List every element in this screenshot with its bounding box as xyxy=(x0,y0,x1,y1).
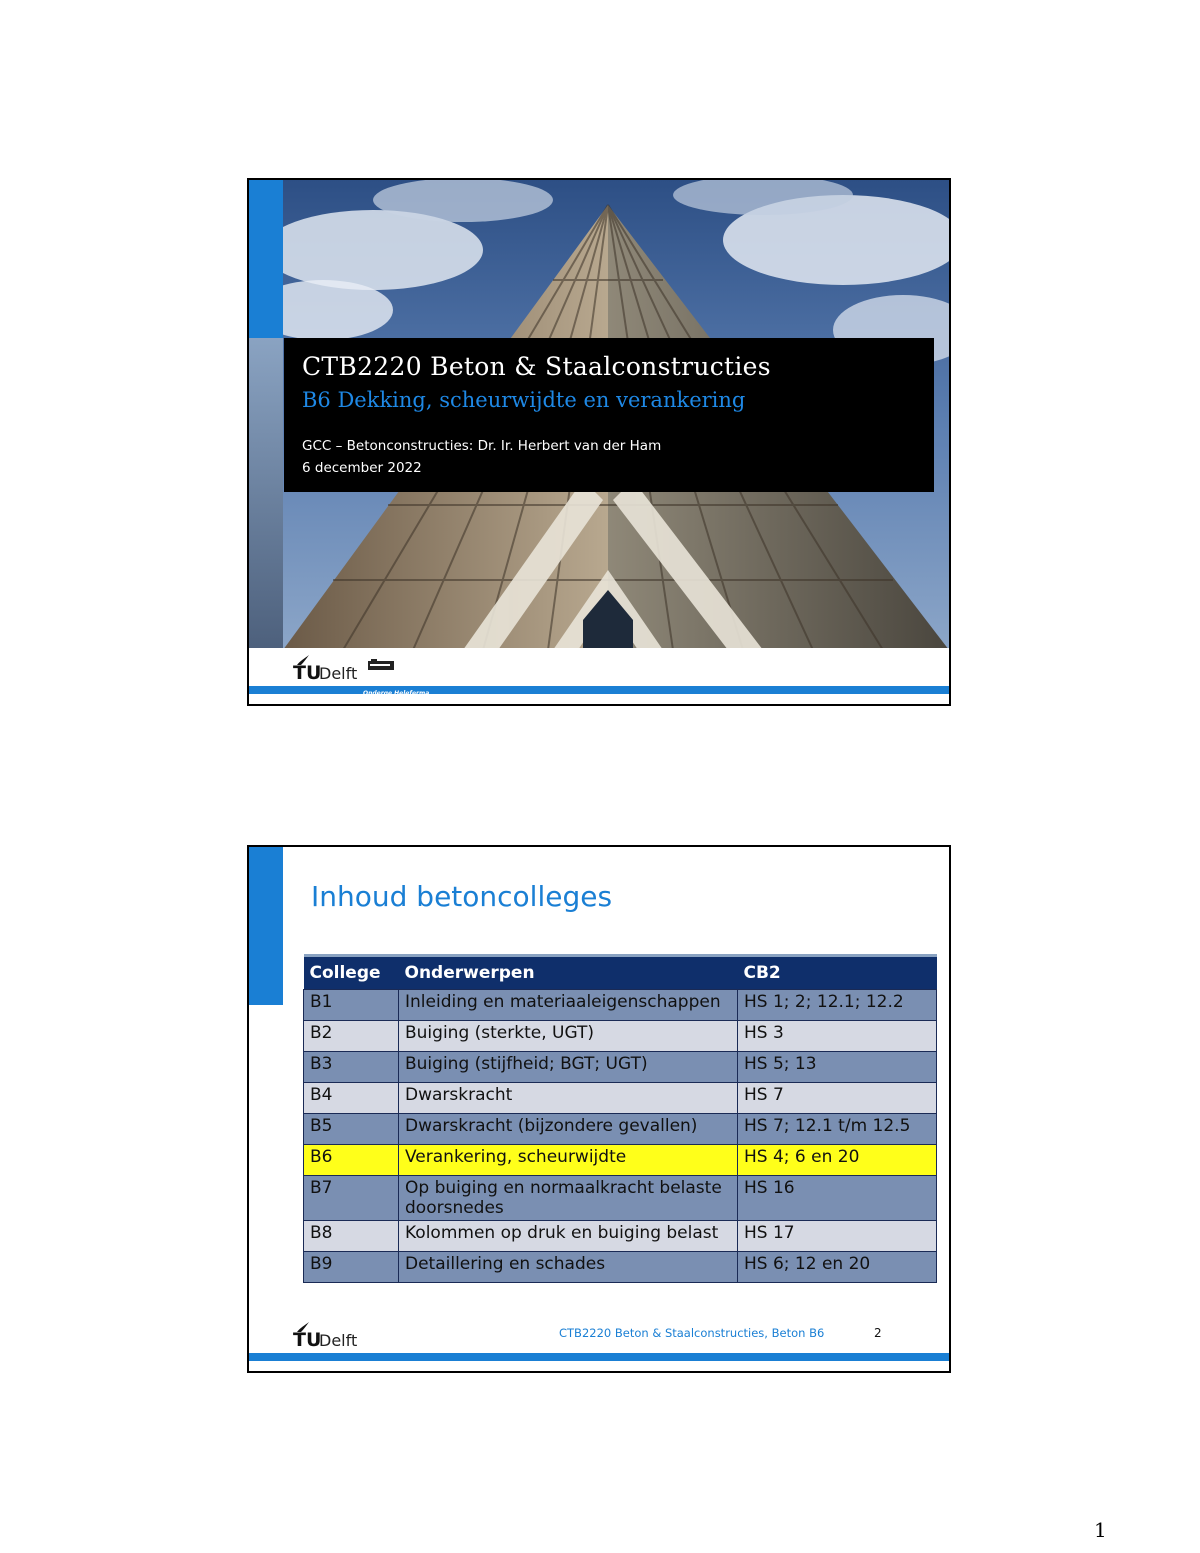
college-badge-text: Onderge Heleferma xyxy=(363,690,430,697)
table-row xyxy=(304,1145,937,1176)
table-row xyxy=(304,990,937,1021)
cell-college: B4 xyxy=(304,1083,399,1114)
cell-college: B9 xyxy=(304,1252,399,1283)
cell-onderwerp: Buiging (stijfheid; BGT; UGT) xyxy=(399,1052,738,1083)
header-college: College xyxy=(304,956,399,990)
cell-onderwerp: Inleiding en materiaaleigenschappen xyxy=(399,990,738,1021)
cell-onderwerp: Verankering, scheurwijdte xyxy=(399,1145,738,1176)
cell-onderwerp: Buiging (sterkte, UGT) xyxy=(399,1021,738,1052)
cell-cb2: HS 1; 2; 12.1; 12.2 xyxy=(738,990,937,1021)
cell-cb2: HS 7; 12.1 t/m 12.5 xyxy=(738,1114,937,1145)
logo-delft-text: Delft xyxy=(319,1331,358,1350)
cell-college: B5 xyxy=(304,1114,399,1145)
college-badge-icon xyxy=(367,658,397,674)
header-onderwerpen: Onderwerpen xyxy=(399,956,738,990)
cell-cb2: HS 7 xyxy=(738,1083,937,1114)
header-cb2: CB2 xyxy=(738,956,937,990)
date-line: 6 december 2022 xyxy=(302,460,422,476)
page-number: 1 xyxy=(1094,1518,1107,1542)
footer-course-text: CTB2220 Beton & Staalconstructies, Beton B6 xyxy=(559,1326,825,1340)
cell-cb2: HS 3 xyxy=(738,1021,937,1052)
slide-footer xyxy=(249,1315,949,1371)
table-row xyxy=(304,1114,937,1145)
table-header-row xyxy=(304,956,937,990)
logo-delft-text: Delft xyxy=(319,664,358,683)
cell-cb2: HS 16 xyxy=(738,1176,937,1221)
cell-onderwerp: Op buiging en normaalkracht belaste doorsnedes xyxy=(399,1176,738,1221)
table-row xyxy=(304,1221,937,1252)
cell-cb2: HS 5; 13 xyxy=(738,1052,937,1083)
slide-footer xyxy=(249,648,949,704)
footer-blue-line xyxy=(249,1353,949,1361)
footer-blue-line xyxy=(249,686,949,694)
author-line: GCC – Betonconstructies: Dr. Ir. Herbert van der Ham xyxy=(302,438,662,454)
cell-onderwerp: Kolommen op druk en buiging belast xyxy=(399,1221,738,1252)
cell-college: B2 xyxy=(304,1021,399,1052)
slide-title: Inhoud betoncolleges xyxy=(311,880,613,913)
cell-college: B3 xyxy=(304,1052,399,1083)
logo-tu-text: TU xyxy=(293,1329,322,1351)
cell-onderwerp: Dwarskracht (bijzondere gevallen) xyxy=(399,1114,738,1145)
slide-subtitle: B6 Dekking, scheurwijdte en verankering xyxy=(302,388,746,412)
cell-college: B6 xyxy=(304,1145,399,1176)
cell-onderwerp: Detaillering en schades xyxy=(399,1252,738,1283)
slide-page-number: 2 xyxy=(874,1326,882,1340)
slide-2 xyxy=(247,845,951,1373)
college-table xyxy=(303,954,937,1283)
title-box xyxy=(284,338,934,492)
table-row xyxy=(304,1083,937,1114)
logo-tu-text: TU xyxy=(293,662,322,684)
slide-title: CTB2220 Beton & Staalconstructies xyxy=(302,352,771,381)
cell-cb2: HS 4; 6 en 20 xyxy=(738,1145,937,1176)
cell-cb2: HS 17 xyxy=(738,1221,937,1252)
cell-onderwerp: Dwarskracht xyxy=(399,1083,738,1114)
blue-accent-bar xyxy=(249,180,283,338)
table-row xyxy=(304,1176,937,1221)
cell-college: B8 xyxy=(304,1221,399,1252)
table-row xyxy=(304,1252,937,1283)
table-body xyxy=(304,990,937,1283)
cell-cb2: HS 6; 12 en 20 xyxy=(738,1252,937,1283)
table-row xyxy=(304,1021,937,1052)
cell-college: B7 xyxy=(304,1176,399,1221)
cell-college: B1 xyxy=(304,990,399,1021)
table-row xyxy=(304,1052,937,1083)
blue-accent-bar xyxy=(249,847,283,1005)
tu-delft-logo xyxy=(289,1321,409,1351)
slide-1 xyxy=(247,178,951,706)
photo-left-strip xyxy=(249,338,283,650)
